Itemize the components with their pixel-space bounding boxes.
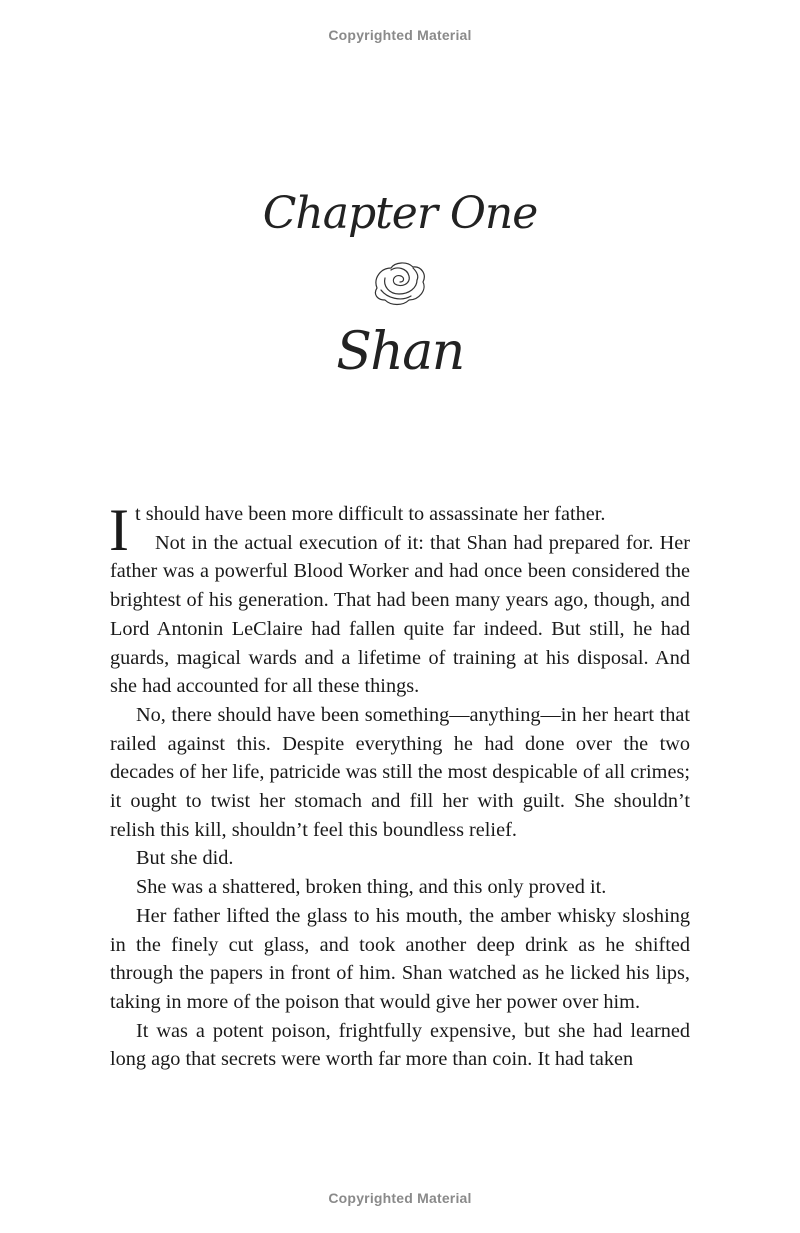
paragraph: Her father lifted the glass to his mouth, the amber whisky sloshing in the finely cut glass, and took another deep drink as he shifted through the papers in front of him. Shan watched as he licked his lips, taking in more of the poison that would give her power over him. (110, 904, 690, 1013)
chapter-title: Chapter One (262, 188, 538, 239)
character-name: Shan (336, 322, 464, 382)
drop-cap: I (109, 497, 129, 563)
first-paragraph-opening (109, 497, 690, 701)
paragraph: It was a potent poison, frightfully expensive, but she had learned long ago that secrets were worth far more than coin. It had taken (110, 1019, 690, 1071)
copyright-header: Copyrighted Material (328, 27, 472, 43)
paragraph: No, there should have been something—anything—in her heart that railed against this. Despite everything he had done over the two decades of her life, patricide was still the most despicable of all crimes; it ought to twist her stomach and fill her with guilt. She shouldn’t relish this kill, shouldn’t feel this boundless relief. (110, 703, 690, 841)
rose-icon (371, 258, 429, 310)
copyright-footer: Copyrighted Material (328, 1190, 472, 1206)
first-line: t should have been more difficult to assassinate her father. (134, 503, 606, 525)
paragraph: Not in the actual execution of it: that Shan had prepared for. Her father was a powerful Blood Worker and had once been considered the brightest of his generation. That had been many years ago, though, and Lord Antonin LeClaire had fallen quite far indeed. But still, he had guards, magical wards and a lifetime of training at his disposal. And she had accounted for all these things. (110, 531, 690, 698)
paragraph: She was a shattered, broken thing, and this only proved it. (136, 876, 607, 899)
chapter-body (109, 497, 690, 1074)
paragraph: But she did. (136, 847, 234, 870)
